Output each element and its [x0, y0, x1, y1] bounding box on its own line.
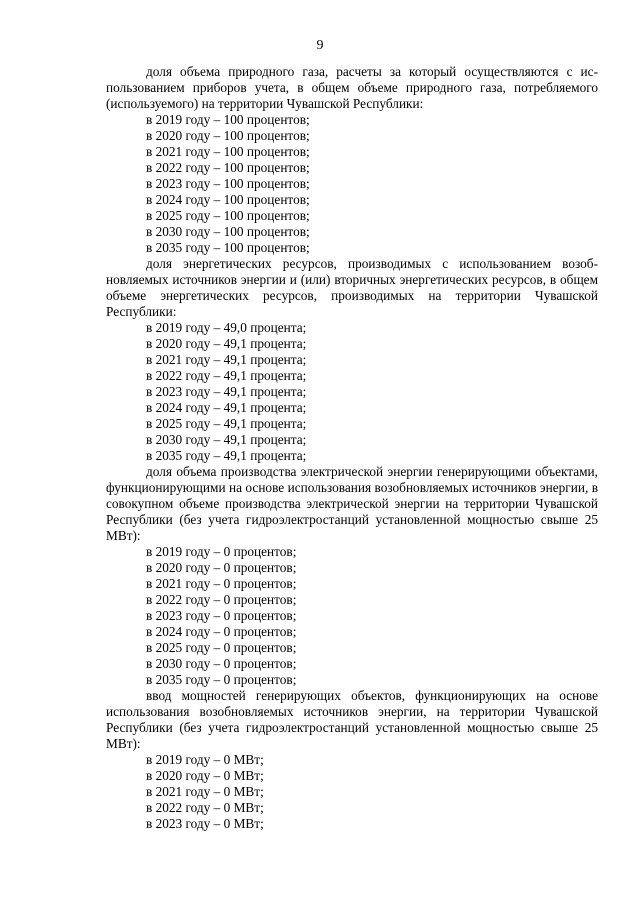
indicator-value-line: в 2025 году – 49,1 процента; [146, 416, 307, 431]
indicator-value-line: в 2024 году – 100 процентов; [146, 192, 310, 207]
indicator-value-line: в 2019 году – 0 МВт; [146, 752, 264, 767]
indicator-value-line: в 2035 году – 0 процентов; [146, 672, 297, 687]
indicator-section-renewable-electricity-share [106, 464, 598, 688]
indicator-value-line: в 2019 году – 100 процентов; [146, 112, 310, 127]
indicator-description: доля энергетических ресурсов, производимых с использованием возобновляемых источников энергии и (или) вторичных энергетических ресурсов, в общем объеме энергетических ресурсов, производимых на территории Чувашской Республики: [106, 256, 598, 319]
indicator-section-renewable-resources [106, 256, 598, 464]
indicator-description: ввод мощностей генерирующих объектов, функционирующих на основе использования возобновляемых источников энергии, на территории Чувашской Республики (без учета гидроэлектростанций установленной мощностью свыше 25 МВт): [106, 688, 598, 751]
indicator-value-line: в 2024 году – 49,1 процента; [146, 400, 307, 415]
indicator-value-line: в 2030 году – 49,1 процента; [146, 432, 307, 447]
indicator-value-line: в 2023 году – 100 процентов; [146, 176, 310, 191]
indicator-value-line: в 2030 году – 100 процентов; [146, 224, 310, 239]
document-body [106, 64, 598, 832]
indicator-value-line: в 2022 году – 0 МВт; [146, 800, 264, 815]
indicator-value-line: в 2035 году – 100 процентов; [146, 240, 310, 255]
indicator-value-line: в 2019 году – 49,0 процента; [146, 320, 307, 335]
indicator-value-line: в 2030 году – 0 процентов; [146, 656, 297, 671]
indicator-description: доля объема природного газа, расчеты за который осуществляются с использованием приборов учета, в общем объеме природного газа, потребляемого (используемого) на территории Чувашской Республики: [106, 64, 598, 111]
indicator-section-gas-metering [106, 64, 598, 256]
indicator-value-line: в 2021 году – 0 МВт; [146, 784, 264, 799]
indicator-value-line: в 2020 году – 100 процентов; [146, 128, 310, 143]
indicator-value-line: в 2023 году – 49,1 процента; [146, 384, 307, 399]
indicator-value-line: в 2021 году – 0 процентов; [146, 576, 297, 591]
indicator-value-line: в 2022 году – 49,1 процента; [146, 368, 307, 383]
indicator-value-line: в 2021 году – 100 процентов; [146, 144, 310, 159]
indicator-value-line: в 2020 году – 0 процентов; [146, 560, 297, 575]
indicator-description: доля объема производства электрической энергии генерирующими объектами, функционирующими на основе использования возобновляемых источников энергии, в совокупном объеме производства электрической энергии на территории Чувашской Республики (без учета гидроэлектростанций установленной мощностью свыше 25 МВт): [106, 464, 598, 543]
indicator-value-line: в 2023 году – 0 МВт; [146, 816, 264, 831]
page-number: 9 [316, 38, 324, 53]
indicator-value-line: в 2025 году – 100 процентов; [146, 208, 310, 223]
indicator-value-line: в 2020 году – 49,1 процента; [146, 336, 307, 351]
indicator-value-line: в 2020 году – 0 МВт; [146, 768, 264, 783]
indicator-value-line: в 2022 году – 0 процентов; [146, 592, 297, 607]
indicator-value-line: в 2021 году – 49,1 процента; [146, 352, 307, 367]
indicator-value-line: в 2022 году – 100 процентов; [146, 160, 310, 175]
indicator-value-line: в 2023 году – 0 процентов; [146, 608, 297, 623]
indicator-value-line: в 2025 году – 0 процентов; [146, 640, 297, 655]
indicator-section-renewable-capacity [106, 688, 598, 832]
indicator-value-line: в 2019 году – 0 процентов; [146, 544, 297, 559]
indicator-value-line: в 2035 году – 49,1 процента; [146, 448, 307, 463]
indicator-value-line: в 2024 году – 0 процентов; [146, 624, 297, 639]
